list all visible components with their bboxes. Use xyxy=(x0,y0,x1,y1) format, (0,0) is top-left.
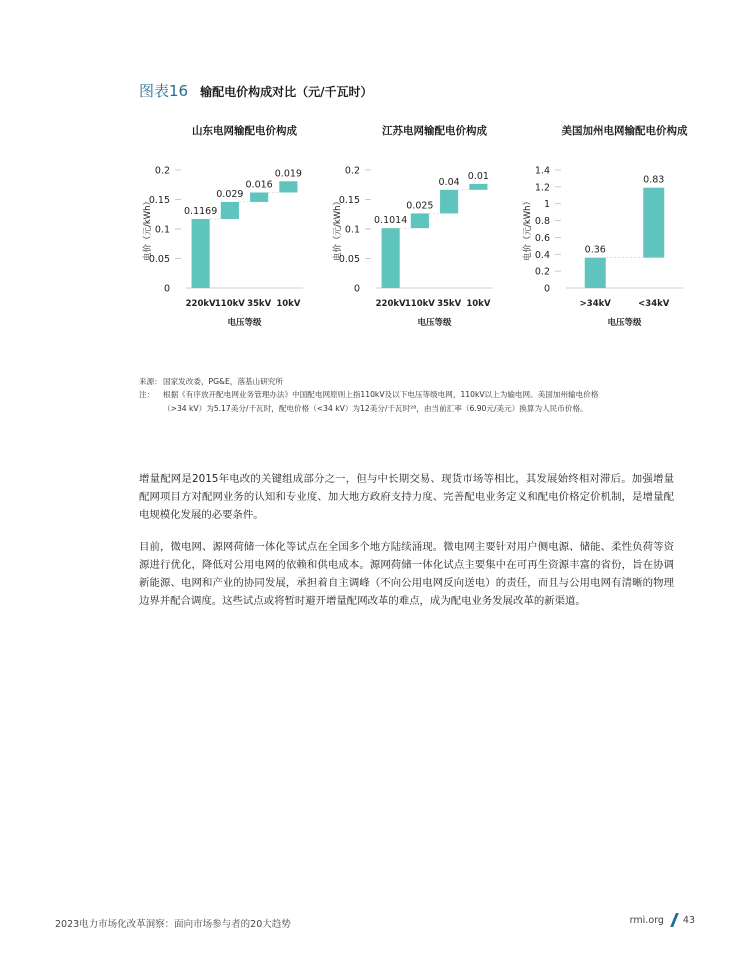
x-tick-label: >34kV xyxy=(579,299,611,309)
y-tick-label: 0.2 xyxy=(534,266,550,278)
y-tick-label: 0.15 xyxy=(338,195,360,206)
figure-number: 图表16 xyxy=(139,82,189,100)
x-axis-label: 电压等级 xyxy=(227,318,262,328)
data-label: 0.019 xyxy=(274,168,302,180)
source-label: 来源： xyxy=(139,377,162,386)
figure-title: 输配电价构成对比（元/千瓦时） xyxy=(200,85,373,99)
x-tick-label: 35kV xyxy=(437,299,462,309)
waterfall-bar xyxy=(382,228,400,288)
waterfall-chart-svg xyxy=(508,120,693,345)
chart-jiangsu xyxy=(318,120,503,345)
y-tick-label: 0 xyxy=(353,283,360,295)
waterfall-bar xyxy=(192,219,210,288)
y-axis-label: 电价（元/kWh） xyxy=(523,196,533,262)
note-text: 根据《有序放开配电网业务管理办法》中国配电网原则上指110kV及以下电压等级电网，110kV以上为输电网。美国加州输电价格（>34 kV）为5.17美分/千瓦时，配电价格（<34 kV）为12美分/千瓦时²⁸，由当前汇率（6.90元/美元）换算为人民币价格。 xyxy=(163,390,599,413)
y-axis-label: 电价（元/kWh） xyxy=(143,196,153,262)
y-tick-label: 0.1 xyxy=(344,224,360,236)
paragraph-2: 目前，微电网、源网荷储一体化等试点在全国多个地方陆续涌现。微电网主要针对用户侧电源、储能、柔性负荷等资源进行优化，降低对公用电网的依赖和供电成本。源网荷储一体化试点主要集中在可再生资源丰富的省份，旨在协调新能源、电网和产业的协同发展，承担着自主调峰（不向公用电网反向送电）的责任，而且与公用电网有清晰的物理边界并配合调度。这些试点或将暂时避开增量配网改革的难点，成为配电业务发展改革的新渠道。 xyxy=(139,540,674,608)
page-number: 43 xyxy=(682,914,695,926)
chart-title: 江苏电网输配电价构成 xyxy=(382,125,487,137)
x-tick-label: 110kV xyxy=(214,299,245,309)
y-tick-label: 0 xyxy=(163,283,170,295)
waterfall-bar xyxy=(279,181,297,192)
slash-divider-icon xyxy=(670,913,679,927)
waterfall-bar xyxy=(411,213,429,228)
y-tick-label: 0.6 xyxy=(534,232,550,244)
y-tick-label: 0.15 xyxy=(148,195,170,206)
paragraph-1: 增量配网是2015年电改的关键组成部分之一，但与中长期交易、现货市场等相比，其发展始终相对滞后。加强增量配网项目方对配网业务的认知和专业度、加大地方政府支持力度、完善配电业务定义和配电价格定价机制，是增量配电规模化发展的必要条件。 xyxy=(139,473,674,522)
y-tick-label: 0.05 xyxy=(148,254,170,265)
x-tick-label: 110kV xyxy=(404,299,435,309)
y-tick-label: 1 xyxy=(543,199,550,211)
chart-title: 山东电网输配电价构成 xyxy=(192,125,297,137)
data-label: 0.025 xyxy=(406,200,434,212)
data-label: 0.029 xyxy=(216,188,244,200)
y-tick-label: 0.4 xyxy=(534,249,550,261)
source-text: 国家发改委，PG&E，落基山研究所 xyxy=(163,377,283,386)
x-tick-label: 10kV xyxy=(276,299,301,309)
waterfall-bar xyxy=(250,192,268,201)
x-tick-label: <34kV xyxy=(638,299,670,309)
footer-report-title: 2023电力市场化改革洞察：面向市场参与者的20大趋势 xyxy=(55,919,291,930)
y-tick-label: 0.2 xyxy=(154,165,170,177)
y-tick-label: 0 xyxy=(543,283,550,295)
chart-shandong xyxy=(128,120,313,345)
note-label: 注： xyxy=(139,390,155,400)
x-tick-label: 35kV xyxy=(247,299,272,309)
waterfall-bar xyxy=(643,188,664,258)
chart-california xyxy=(508,120,693,345)
y-tick-label: 0.2 xyxy=(344,165,360,177)
data-label: 0.01 xyxy=(467,170,489,182)
data-label: 0.36 xyxy=(584,244,606,256)
chart-title: 美国加州电网输配电价构成 xyxy=(561,125,688,137)
figure-header xyxy=(139,80,372,101)
body-text xyxy=(139,470,674,623)
y-tick-label: 0.05 xyxy=(338,254,360,265)
data-label: 0.83 xyxy=(643,174,665,186)
y-tick-label: 1.4 xyxy=(534,165,550,177)
waterfall-bar xyxy=(585,258,606,288)
x-tick-label: 220kV xyxy=(375,299,406,309)
waterfall-bar xyxy=(440,190,458,214)
waterfall-chart-svg xyxy=(318,120,503,345)
x-axis-label: 电压等级 xyxy=(417,318,452,328)
x-axis-label: 电压等级 xyxy=(607,318,642,328)
footer-site: rmi.org xyxy=(629,914,664,926)
y-tick-label: 0.1 xyxy=(154,224,170,236)
y-tick-label: 0.8 xyxy=(534,216,550,228)
footer-page-info xyxy=(630,913,695,927)
data-label: 0.1169 xyxy=(184,206,218,218)
data-label: 0.1014 xyxy=(374,215,408,227)
data-label: 0.04 xyxy=(438,176,460,188)
x-tick-label: 220kV xyxy=(185,299,216,309)
x-tick-label: 10kV xyxy=(466,299,491,309)
waterfall-chart-svg xyxy=(128,120,313,345)
waterfall-bar xyxy=(469,184,487,190)
y-axis-label: 电价（元/kWh） xyxy=(333,196,343,262)
waterfall-bar xyxy=(221,202,239,219)
y-tick-label: 1.2 xyxy=(534,182,550,194)
data-label: 0.016 xyxy=(245,179,273,191)
figure-notes xyxy=(139,375,614,415)
